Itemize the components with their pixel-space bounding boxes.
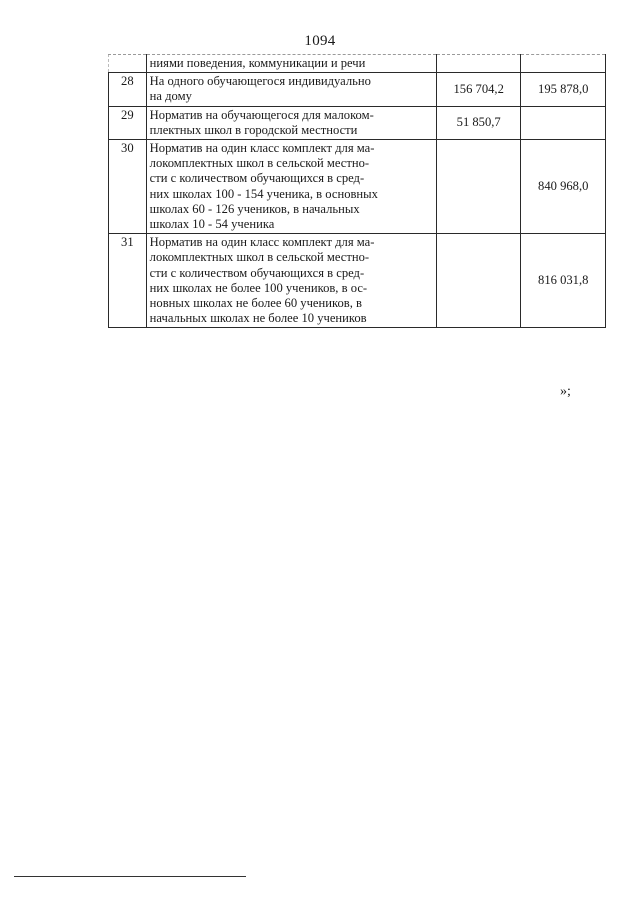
row-number-cell: 29 (109, 106, 147, 139)
value-cell-1 (436, 140, 521, 234)
table-row-29 (109, 106, 606, 139)
table-row-31 (109, 234, 606, 328)
row-name-cell (146, 73, 436, 106)
row-name-line: на дому (149, 89, 192, 104)
value-cell-2 (521, 55, 606, 73)
row-name-line: Норматив на один класс комплект для ма- (149, 141, 375, 156)
row-name-line: них школах 100 - 154 ученика, в основных (149, 186, 378, 201)
row-name-line: локомплектных школ в сельской местно- (149, 250, 370, 265)
table-row-30 (109, 140, 606, 234)
row-number-cell: 30 (109, 140, 147, 234)
table-row-continuation (109, 55, 606, 73)
page-number: 1094 (304, 33, 336, 49)
row-name-line: новных школах не более 60 учеников, в (149, 296, 362, 311)
closing-quote-mark: »; (560, 384, 571, 399)
row-name-line: школах 10 - 54 ученика (149, 217, 275, 232)
row-name-line: начальных школах не более 10 учеников (149, 311, 367, 326)
norms-table (108, 54, 606, 328)
table-row-28 (109, 73, 606, 106)
value-cell-1 (436, 234, 521, 328)
row-number-cell: 31 (109, 234, 147, 328)
row-name-line: них школах не более 100 учеников, в ос- (149, 280, 368, 295)
value-cell-2: 816 031,8 (521, 234, 606, 328)
row-number-cell (109, 55, 147, 73)
row-name-cell: ниями поведения, коммуникации и речи (146, 55, 436, 73)
row-name-line: На одного обучающегося индивидуально (149, 74, 371, 89)
row-name-line: плектных школ в городской местности (149, 122, 358, 137)
value-cell-1 (436, 55, 521, 73)
row-number-cell: 28 (109, 73, 147, 106)
value-cell-1: 156 704,2 (436, 73, 521, 106)
value-cell-2: 840 968,0 (521, 140, 606, 234)
row-name-line: сти с количеством обучающихся в сред- (149, 171, 365, 186)
row-name-line: Норматив на один класс комплект для ма- (149, 235, 375, 250)
row-name-cell (146, 140, 436, 234)
value-cell-1: 51 850,7 (436, 106, 521, 139)
row-name-line: сти с количеством обучающихся в сред- (149, 265, 365, 280)
row-name-line: Норматив на обучающегося для малоком- (149, 107, 374, 122)
row-name-line: локомплектных школ в сельской местно- (149, 156, 370, 171)
value-cell-2 (521, 106, 606, 139)
row-name-line: школах 60 - 126 учеников, в начальных (149, 201, 360, 216)
row-name-cell (146, 106, 436, 139)
value-cell-2: 195 878,0 (521, 73, 606, 106)
footer-divider (14, 876, 246, 877)
row-name-cell (146, 234, 436, 328)
